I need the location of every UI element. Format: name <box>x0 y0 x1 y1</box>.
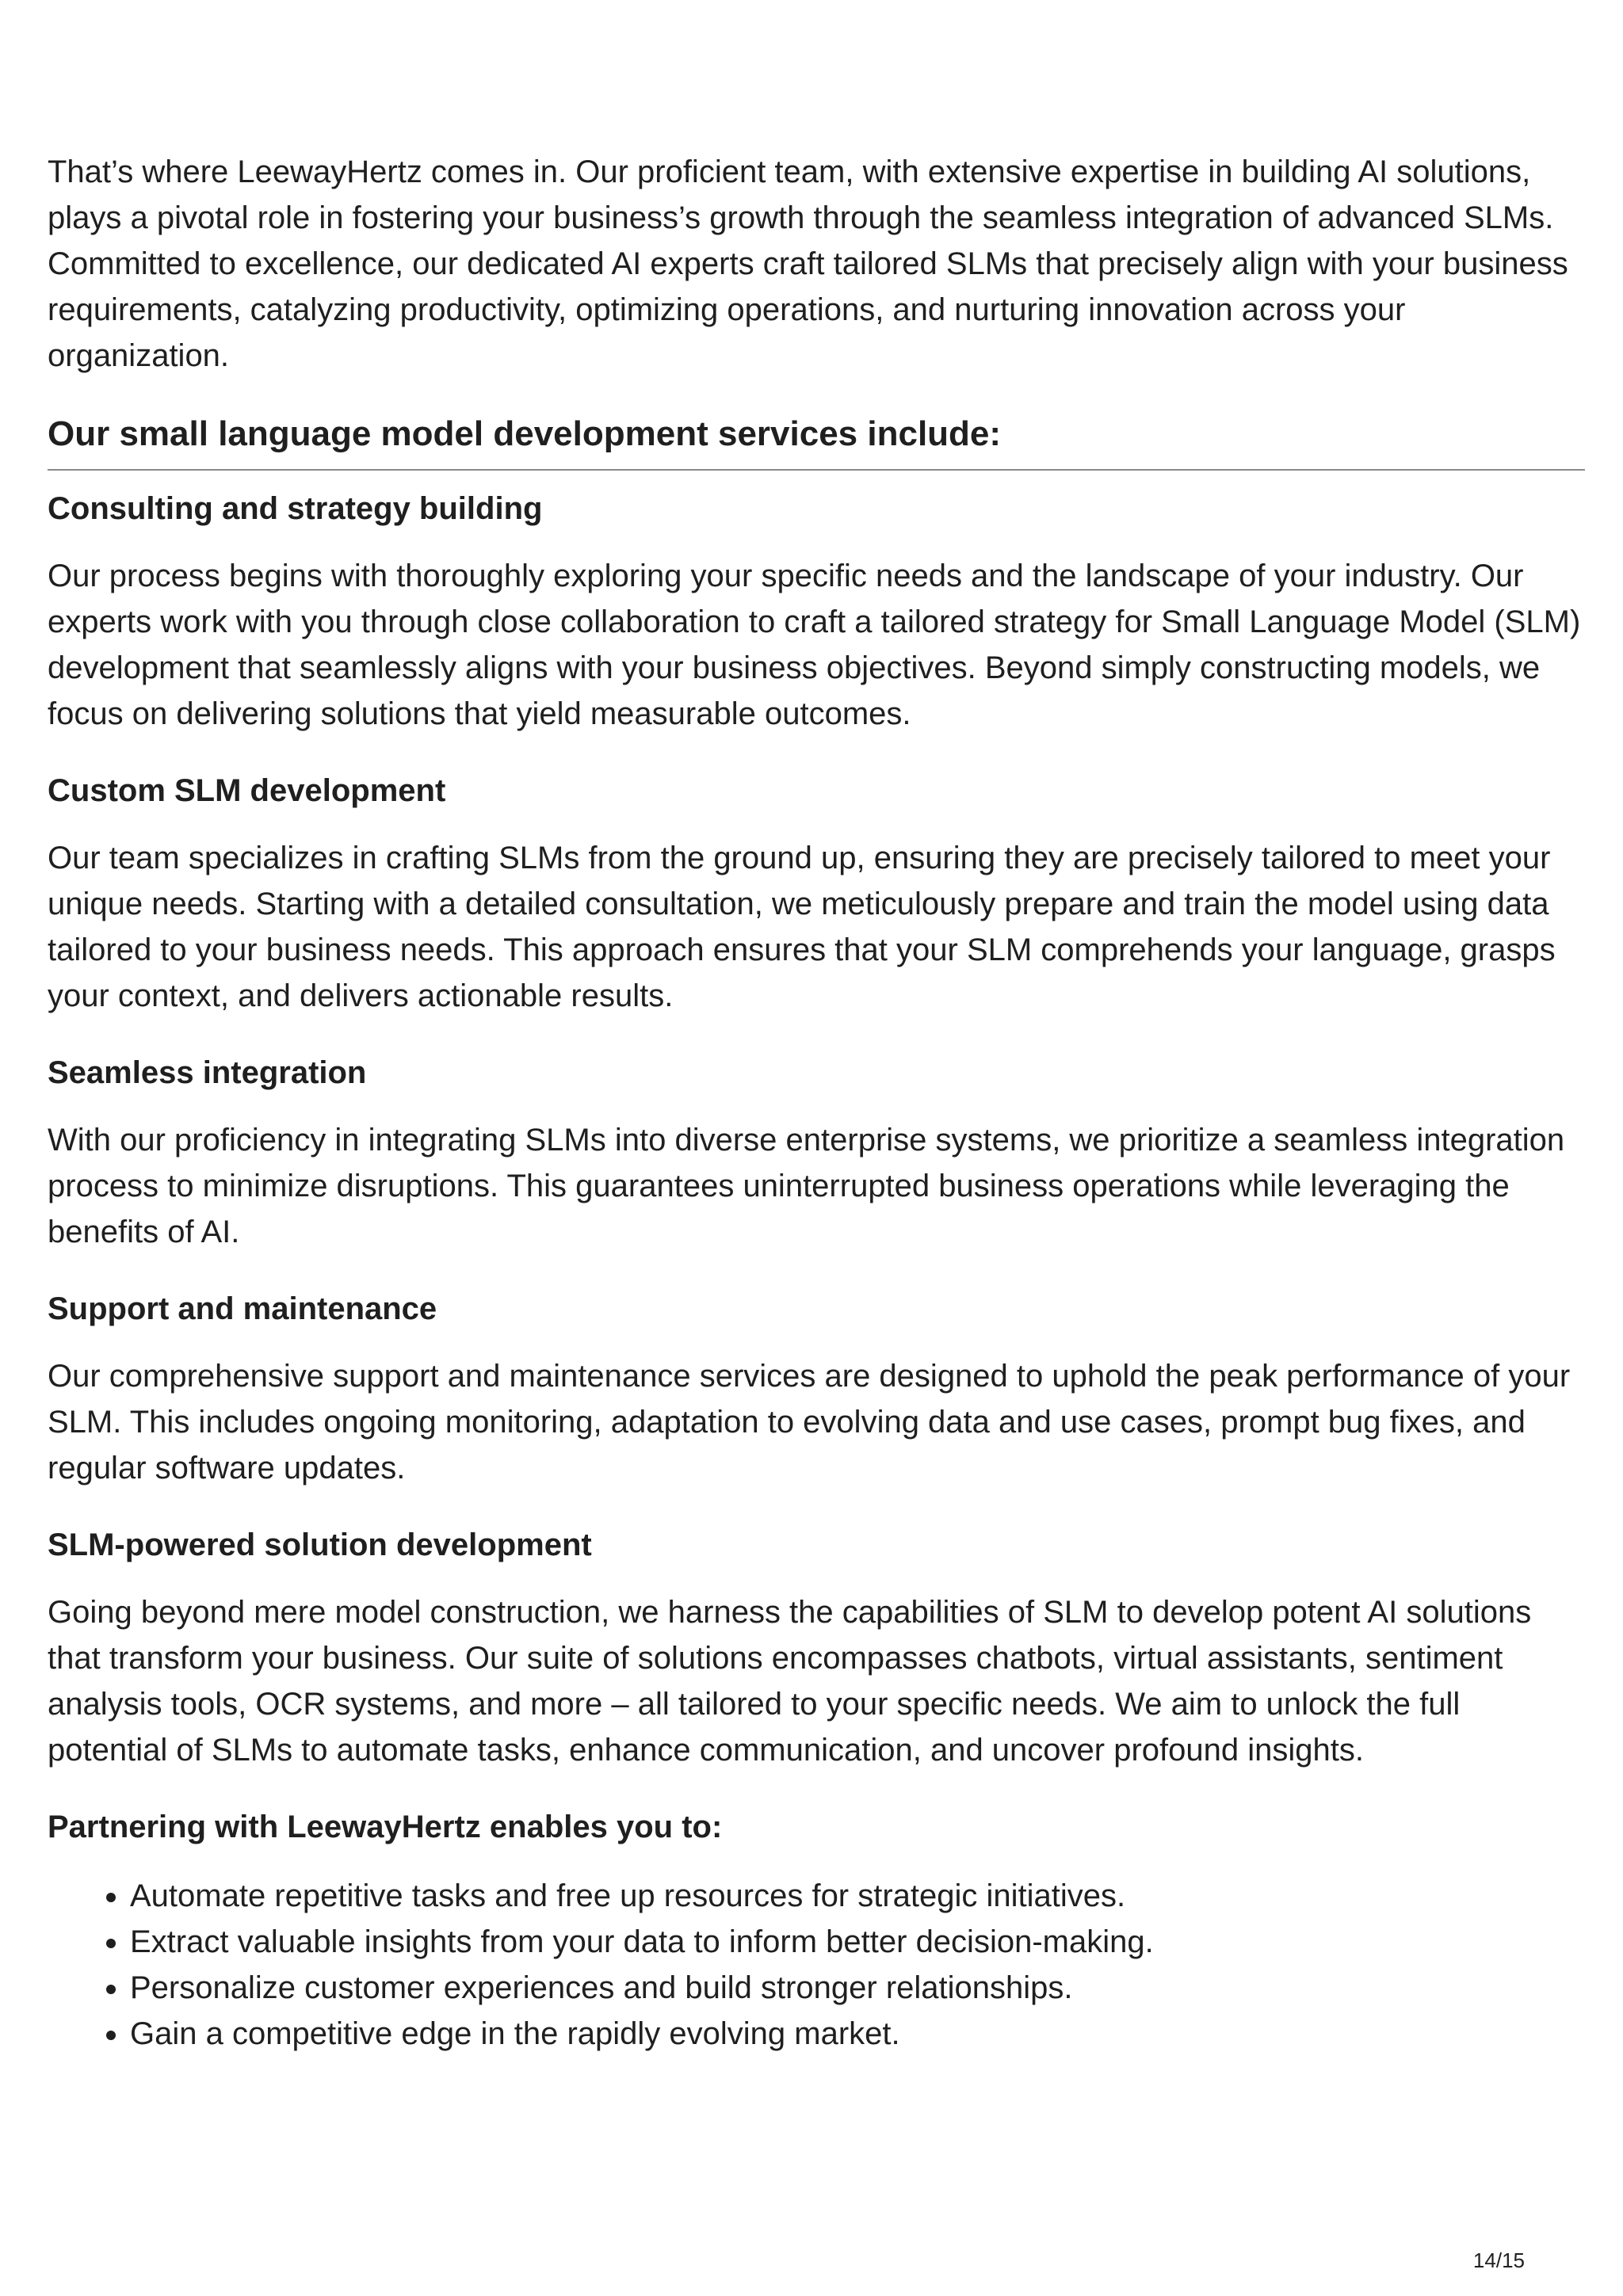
section-title: Our small language model development services include: <box>48 410 1585 471</box>
service-integration <box>48 1051 1585 1255</box>
service-description: Going beyond mere model construction, we harness the capabilities of SLM to develop potent AI solutions that transform your business. Our suite of solutions encompasses chatbots, virtual assistants, sentiment analysis tools, OCR systems, and more – all tailored to your specific needs. We aim to unlock the full potential of SLMs to automate tasks, enhance communication, and uncover profound insights. <box>48 1595 1532 1768</box>
benefit-item: • Gain a competitive edge in the rapidly evolving market. <box>130 2011 1585 2057</box>
benefit-item: • Extract valuable insights from your data to inform better decision-making. <box>130 1919 1585 1965</box>
service-custom-slm <box>48 769 1585 1019</box>
intro-paragraph: That’s where LeewayHertz comes in. Our proficient team, with extensive expertise in building AI solutions, plays a pivotal role in fostering your business’s growth through the seamless integration of advanced SLMs. Committed to excellence, our dedicated AI experts craft tailored SLMs that precisely align with your business requirements, catalyzing productivity, optimizing operations, and nurturing innovation across your organization. <box>48 154 1568 373</box>
service-description: Our process begins with thoroughly exploring your specific needs and the landscape of your industry. Our experts work with you through close collaboration to craft a tailored strategy for Small Language Model (SLM) development that seamlessly aligns with your business objectives. Beyond simply constructing models, we focus on delivering solutions that yield measurable outcomes. <box>48 559 1581 731</box>
benefit-item: • Automate repetitive tasks and free up resources for strategic initiatives. <box>130 1873 1585 1919</box>
service-heading: Support and maintenance <box>48 1291 437 1326</box>
page-number: 14/15 <box>1472 2248 1525 2272</box>
service-solution-development <box>48 1523 1585 1773</box>
service-consulting <box>48 486 1585 737</box>
service-heading: Custom SLM development <box>48 773 446 808</box>
service-heading: Seamless integration <box>48 1055 367 1090</box>
service-description: Our team specializes in crafting SLMs from the ground up, ensuring they are precisely tailored to meet your unique needs. Starting with a detailed consultation, we meticulously prepare and train the model using data tailored to your business needs. This approach ensures that your SLM comprehends your language, grasps your context, and delivers actionable results. <box>48 841 1556 1013</box>
service-description: Our comprehensive support and maintenance services are designed to uphold the peak performance of your SLM. This includes ongoing monitoring, adaptation to evolving data and use cases, prompt bug fixes, and regular software updates. <box>48 1359 1571 1486</box>
benefit-item: • Personalize customer experiences and build stronger relationships. <box>130 1965 1585 2011</box>
service-support <box>48 1287 1585 1491</box>
partner-heading: Partnering with LeewayHertz enables you to: <box>48 1810 723 1844</box>
service-heading: SLM-powered solution development <box>48 1527 592 1562</box>
service-heading: Consulting and strategy building <box>48 491 543 526</box>
document-page <box>48 149 1585 2057</box>
benefits-list <box>48 1873 1585 2057</box>
service-description: With our proficiency in integrating SLMs into diverse enterprise systems, we prioritize a seamless integration process to minimize disruptions. This guarantees uninterrupted business operations while leveraging the benefits of AI. <box>48 1123 1565 1249</box>
